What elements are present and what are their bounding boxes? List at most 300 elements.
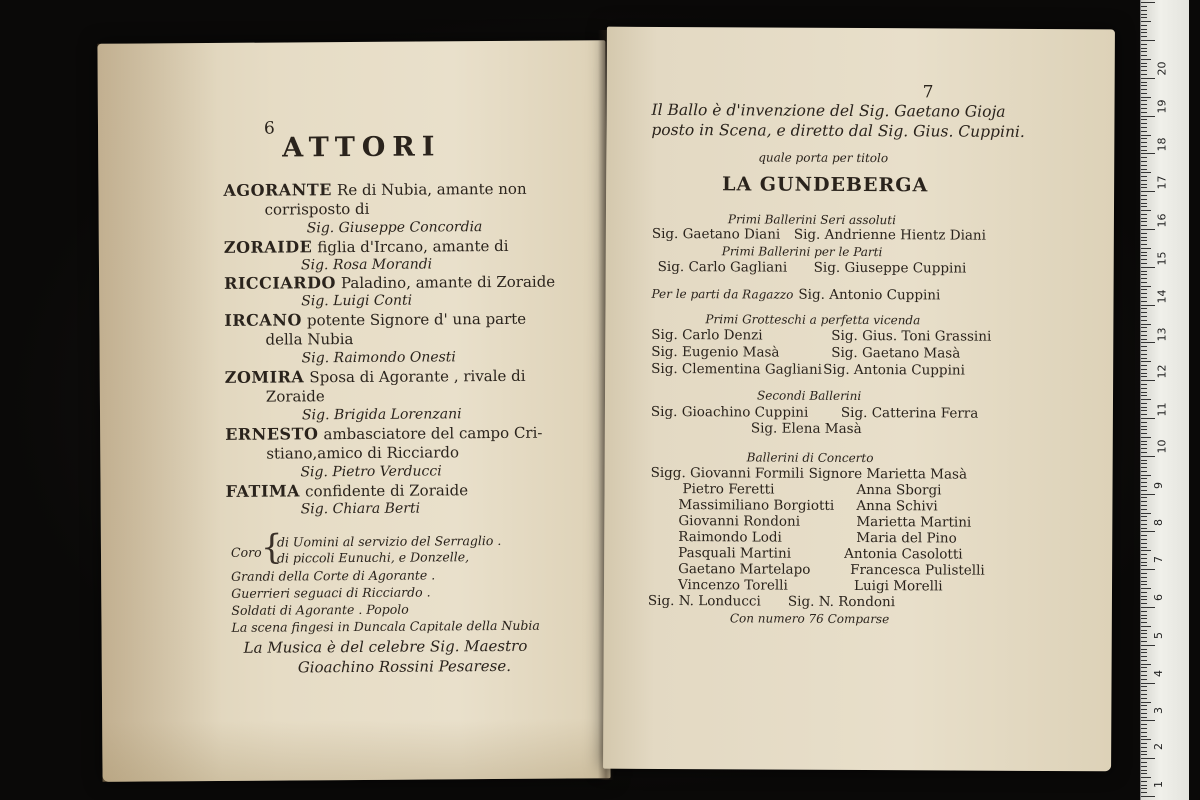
intro-line: Il Ballo è d'invenzione del Sig. Gaetano Gioja [651, 100, 1006, 121]
ruler-tick [1141, 478, 1147, 479]
ruler-tick [1141, 554, 1147, 555]
ruler-tick [1141, 444, 1147, 445]
ruler-tick [1141, 6, 1147, 7]
ruler-tick [1141, 667, 1147, 668]
ruler-tick [1141, 758, 1155, 759]
ruler-tick [1141, 161, 1147, 162]
section-label: Secondi Ballerini [756, 388, 862, 404]
ruler-tick [1141, 308, 1147, 309]
ruler-tick [1141, 320, 1147, 321]
ruler-label: 9 [1152, 482, 1165, 489]
dancer-name: Gaetano Martelapo [678, 561, 811, 578]
right-page [603, 27, 1115, 772]
ruler-tick [1141, 369, 1147, 370]
ruler-tick [1141, 679, 1147, 680]
ruler-tick [1141, 36, 1147, 37]
ruler-tick [1141, 770, 1147, 771]
ruler-tick [1141, 376, 1147, 377]
ruler-tick [1141, 724, 1147, 725]
ruler-tick [1141, 327, 1147, 328]
cast-name: Sig. Raimondo Onesti [301, 349, 456, 367]
ruler-tick [1141, 720, 1155, 721]
ruler-tick [1141, 150, 1147, 151]
ruler-tick [1141, 59, 1151, 60]
ruler-tick [1141, 169, 1147, 170]
ruler-tick [1141, 505, 1147, 506]
ruler-tick [1141, 180, 1147, 181]
ruler-tick [1141, 293, 1147, 294]
ruler-tick [1141, 203, 1147, 204]
ruler-label: 10 [1155, 439, 1169, 454]
ruler-tick [1141, 358, 1147, 359]
ruler-tick [1141, 388, 1147, 389]
ruler-tick [1141, 660, 1147, 661]
coro-label: Coro [230, 544, 262, 560]
ruler-tick [1141, 702, 1151, 703]
ruler-tick [1141, 324, 1151, 325]
ruler-tick [1141, 100, 1147, 101]
role-entry [226, 482, 469, 500]
dancer-name: Luigi Morelli [853, 577, 943, 595]
role-name: IRCANO [224, 310, 302, 330]
ruler-tick [1141, 282, 1147, 283]
ruler-tick [1141, 301, 1147, 302]
ruler-tick [1141, 452, 1147, 453]
ruler-tick [1141, 675, 1147, 676]
ruler-label: 3 [1152, 707, 1165, 714]
ruler-tick [1141, 361, 1151, 362]
ruler-tick [1141, 460, 1147, 461]
ruler-tick [1141, 248, 1151, 249]
ruler-tick [1141, 482, 1147, 483]
ruler-tick [1141, 686, 1147, 687]
ruler-label: 1 [1152, 781, 1165, 788]
left-page [97, 40, 610, 782]
section-label: Per le parti da Ragazzo [651, 286, 794, 302]
ruler-tick [1141, 66, 1147, 67]
ruler-label: 19 [1155, 99, 1169, 114]
ruler-tick [1141, 422, 1147, 423]
extras-line: Soldati di Agorante . Popolo [231, 601, 409, 618]
ruler-tick [1141, 82, 1147, 83]
dancer-name: Sig. Gaetano Masà [831, 344, 961, 362]
intro-line: posto in Scena, e diretto dal Sig. Gius. Cuppini. [651, 120, 1025, 141]
ruler-tick [1141, 289, 1147, 290]
ruler-tick [1141, 119, 1147, 120]
coro-line: di Uomini al servizio del Serraglio . [276, 532, 502, 550]
ruler-tick [1141, 346, 1147, 347]
ruler-tick [1141, 618, 1147, 619]
ruler-tick [1141, 516, 1147, 517]
ruler-tick [1141, 739, 1151, 740]
dancer-name: Maria del Pino [856, 529, 957, 547]
ruler-tick [1141, 271, 1147, 272]
ruler-tick [1141, 184, 1147, 185]
cast-name: Sig. Chiara Berti [300, 500, 421, 518]
ruler-tick [1141, 509, 1147, 510]
ruler-tick [1141, 342, 1155, 343]
ruler-tick [1141, 392, 1147, 393]
dancer-name: Sig. Gaetano Diani [651, 225, 781, 243]
section-label: Ballerini di Concerto [746, 450, 874, 466]
ruler-tick [1141, 176, 1147, 177]
ruler-tick [1141, 127, 1147, 128]
ruler-tick [1141, 312, 1147, 313]
dancer-name: Sig. Clementina Gagliani [651, 360, 823, 378]
ruler-label: 12 [1155, 364, 1169, 379]
role-description-cont: stiano,amico di Ricciardo [266, 443, 460, 463]
measuring-ruler [1140, 0, 1189, 800]
ruler-tick [1141, 195, 1147, 196]
ruler-tick [1141, 63, 1147, 64]
ruler-tick [1141, 705, 1147, 706]
role-description: figlia d'Ircano, amante di [317, 236, 509, 257]
ruler-tick [1141, 785, 1147, 786]
dancer-name: Sig. Antonio Cuppini [798, 286, 941, 304]
dancer-name: Sig. Gioachino Cuppini [650, 403, 809, 421]
ruler-tick [1141, 467, 1147, 468]
ruler-tick [1141, 206, 1147, 207]
role-name: AGORANTE [223, 180, 332, 200]
role-name: RICCIARDO [224, 273, 336, 293]
role-description: potente Signore d' una parte [306, 309, 527, 330]
ruler-tick [1141, 698, 1147, 699]
ruler-tick [1141, 172, 1151, 173]
ruler-tick [1141, 131, 1147, 132]
ruler-tick [1141, 626, 1151, 627]
role-description: confidente di Zoraide [305, 481, 469, 501]
dancer-name: Sig. Antonia Cuppini [823, 361, 965, 379]
ruler-tick [1141, 773, 1147, 774]
ruler-tick [1141, 240, 1147, 241]
ruler-tick [1141, 297, 1147, 298]
ruler-tick [1141, 486, 1147, 487]
ruler-tick [1141, 373, 1147, 374]
paper-stain-bottom [102, 718, 610, 782]
ruler-tick [1141, 187, 1147, 188]
ruler-tick [1141, 569, 1155, 570]
role-description-cont: Zoraide [265, 387, 325, 406]
dancer-name: Massimiliano Borgiotti [678, 497, 835, 514]
dancer-name: Sig. Carlo Gagliani [657, 258, 788, 276]
ruler-label: 6 [1152, 594, 1165, 601]
ruler-tick [1141, 558, 1147, 559]
ruler-tick [1141, 490, 1147, 491]
ruler-tick [1141, 157, 1147, 158]
ruler-tick [1141, 528, 1147, 529]
role-description: ambasciatore del campo Cri- [323, 423, 543, 444]
ruler-tick [1141, 732, 1147, 733]
ruler-tick [1141, 694, 1147, 695]
ruler-tick [1141, 792, 1147, 793]
ruler-tick [1141, 717, 1147, 718]
scene-line: La scena fingesi in Duncala Capitale della Nubia [231, 617, 540, 635]
dancer-name: Pasquali Martini [678, 545, 792, 562]
music-line: La Musica è del celebre Sig. Maestro [243, 636, 528, 657]
ruler-tick [1141, 437, 1151, 438]
ruler-tick [1141, 384, 1147, 385]
ruler-tick [1141, 380, 1155, 381]
ruler-tick [1141, 237, 1147, 238]
ruler-tick [1141, 751, 1147, 752]
dancer-name: Sigg. Giovanni Formili [650, 464, 804, 482]
comparse-line: Con numero 76 Comparse [729, 611, 890, 627]
ruler-tick [1141, 777, 1151, 778]
dancer-name: Marietta Martini [856, 513, 972, 531]
composer-line: Gioachino Rossini Pesarese. [297, 656, 512, 677]
dancer-name: Signore Marietta Masà [808, 465, 968, 483]
ruler-tick [1141, 286, 1151, 287]
ruler-tick [1141, 543, 1147, 544]
ruler-tick [1141, 339, 1147, 340]
ruler-tick [1141, 728, 1147, 729]
ruler-tick [1141, 142, 1147, 143]
role-entry [225, 368, 526, 386]
ruler-tick [1141, 44, 1147, 45]
role-name: ZORAIDE [223, 237, 313, 257]
ruler-tick [1141, 418, 1155, 419]
dancer-name: Sig. Giuseppe Cuppini [813, 259, 967, 277]
dancer-name: Sig. Elena Masà [750, 420, 862, 438]
page-number: 7 [922, 82, 934, 103]
ruler-tick [1141, 736, 1147, 737]
ruler-tick [1141, 547, 1147, 548]
ruler-tick [1141, 210, 1151, 211]
ruler-tick [1141, 255, 1147, 256]
ruler-tick [1141, 135, 1151, 136]
role-description: Sposa di Agorante , rivale di [309, 366, 526, 387]
ruler-label: 8 [1152, 519, 1165, 526]
ruler-tick [1141, 539, 1147, 540]
ruler-tick [1141, 781, 1147, 782]
ruler-tick [1141, 577, 1147, 578]
ruler-tick [1141, 649, 1147, 650]
ruler-tick [1141, 399, 1151, 400]
ruler-label: 15 [1155, 251, 1169, 266]
role-description-cont: corrisposto di [264, 199, 370, 219]
ruler-tick [1141, 40, 1155, 41]
ruler-tick [1141, 788, 1147, 789]
ruler-tick [1141, 214, 1147, 215]
dancer-name: Antonia Casolotti [844, 545, 963, 563]
ruler-tick [1141, 10, 1147, 11]
dancer-name: Sig. N. Rondoni [787, 593, 896, 611]
ruler-tick [1141, 671, 1147, 672]
dancer-name: Anna Schivi [856, 497, 938, 515]
ruler-tick [1141, 630, 1147, 631]
subtitle: quale porta per titolo [758, 150, 889, 166]
ruler-label: 17 [1155, 175, 1169, 190]
ruler-tick [1141, 637, 1147, 638]
ruler-tick [1141, 93, 1147, 94]
page-number: 6 [263, 118, 275, 139]
ruler-label: 7 [1152, 556, 1165, 563]
ruler-tick [1141, 456, 1155, 457]
ruler-tick [1141, 656, 1147, 657]
ruler-tick [1141, 112, 1147, 113]
ruler-label: 14 [1155, 289, 1169, 304]
ruler-tick [1141, 743, 1147, 744]
cast-name: Sig. Luigi Conti [301, 292, 413, 310]
ruler-tick [1141, 652, 1147, 653]
ruler-tick [1141, 395, 1147, 396]
ruler-tick [1141, 429, 1147, 430]
dancer-name: Giovanni Rondoni [678, 513, 801, 530]
ruler-tick [1141, 218, 1147, 219]
ruler-tick [1141, 414, 1147, 415]
ruler-tick [1141, 221, 1147, 222]
ruler-tick [1141, 305, 1155, 306]
ruler-tick [1141, 17, 1147, 18]
ruler-tick [1141, 263, 1147, 264]
role-description: Re di Nubia, amante non [336, 179, 527, 200]
role-entry [224, 238, 509, 256]
ruler-tick [1141, 51, 1147, 52]
ruler-label: 2 [1152, 743, 1165, 750]
ruler-tick [1141, 410, 1147, 411]
ruler-tick [1141, 29, 1147, 30]
cast-name: Sig. Giuseppe Concordia [306, 219, 483, 237]
section-label: Primi Grotteschi a perfetta vicenda [705, 312, 921, 328]
ragazzo-line [652, 285, 941, 303]
ruler-tick [1141, 78, 1155, 79]
ruler-tick [1141, 274, 1147, 275]
ruler-tick [1141, 407, 1147, 408]
role-description: Paladino, amante di Zoraide [340, 272, 556, 293]
ruler-tick [1141, 138, 1147, 139]
ruler-tick [1141, 191, 1155, 192]
ruler-tick [1141, 441, 1147, 442]
ruler-tick [1141, 497, 1147, 498]
ruler-tick [1141, 85, 1147, 86]
ruler-tick [1141, 641, 1147, 642]
ruler-tick [1141, 683, 1155, 684]
ruler-tick [1141, 32, 1147, 33]
ruler-tick [1141, 766, 1147, 767]
ruler-tick [1141, 267, 1155, 268]
ruler-tick [1141, 520, 1147, 521]
extras-line: Guerrieri seguaci di Ricciardo . [231, 584, 431, 601]
ruler-tick [1141, 494, 1155, 495]
ballet-title: LA GUNDEBERGA [722, 173, 929, 197]
ruler-tick [1141, 588, 1151, 589]
ruler-tick [1141, 664, 1151, 665]
dancer-name: Sig. Carlo Denzi [651, 326, 763, 344]
cast-name: Sig. Rosa Morandi [300, 256, 433, 274]
dancer-name: Pietro Feretti [682, 481, 775, 498]
ruler-tick [1141, 146, 1147, 147]
ruler-tick [1141, 524, 1147, 525]
dancer-name: Sig. Andrienne Hientz Diani [793, 226, 987, 244]
ruler-tick [1141, 335, 1147, 336]
ruler-tick [1141, 633, 1147, 634]
paper-stain [97, 43, 222, 782]
ruler-tick [1141, 25, 1147, 26]
ruler-tick [1141, 592, 1147, 593]
ruler-tick [1141, 550, 1151, 551]
ruler-tick [1141, 244, 1147, 245]
section-label: Primi Ballerini per le Parti [721, 244, 883, 260]
ruler-tick [1141, 581, 1147, 582]
ruler-tick [1141, 611, 1147, 612]
ruler-tick [1141, 225, 1147, 226]
extras-line: Grandi della Corte di Agorante . [231, 567, 436, 584]
ruler-tick [1141, 573, 1147, 574]
ruler-label: 18 [1155, 137, 1169, 152]
ruler-tick [1141, 252, 1147, 253]
ruler-tick [1141, 70, 1147, 71]
ruler-tick [1141, 471, 1147, 472]
ruler-tick [1141, 603, 1147, 604]
ruler-tick [1141, 116, 1155, 117]
role-entry [224, 274, 555, 292]
ruler-tick [1141, 754, 1147, 755]
ruler-tick [1141, 233, 1147, 234]
ruler-label: 13 [1155, 327, 1169, 342]
ruler-label: 5 [1152, 632, 1165, 639]
role-entry [224, 311, 526, 329]
ruler-tick [1141, 426, 1147, 427]
ruler-label: 16 [1155, 213, 1169, 228]
ruler-tick [1141, 104, 1147, 105]
role-name: FATIMA [225, 481, 301, 501]
ruler-tick [1141, 448, 1147, 449]
role-description-cont: della Nubia [265, 330, 354, 349]
role-entry [225, 425, 542, 443]
dancer-name: Francesca Pulistelli [850, 561, 985, 579]
ruler-tick [1141, 21, 1151, 22]
ruler-tick [1141, 403, 1147, 404]
ruler-tick [1141, 199, 1147, 200]
ruler-tick [1141, 433, 1147, 434]
dancer-name: Sig. N. Londucci [647, 592, 761, 610]
ruler-tick [1141, 2, 1155, 3]
ruler-tick [1141, 89, 1147, 90]
ruler-tick [1141, 622, 1147, 623]
ruler-tick [1141, 475, 1151, 476]
ruler-tick [1141, 565, 1147, 566]
ruler-tick [1141, 48, 1147, 49]
dancer-name: Raimondo Lodi [678, 529, 782, 546]
role-entry [223, 181, 526, 199]
ruler-tick [1141, 463, 1147, 464]
role-name: ZOMIRA [224, 367, 305, 387]
page-heading: ATTORI [282, 131, 442, 164]
ruler-tick [1141, 331, 1147, 332]
cast-name: Sig. Pietro Verducci [300, 463, 442, 481]
ruler-tick [1141, 97, 1151, 98]
ruler-label: 20 [1155, 61, 1169, 76]
ruler-tick [1141, 108, 1147, 109]
ruler-tick [1141, 350, 1147, 351]
ruler-tick [1141, 709, 1147, 710]
ruler-tick [1141, 316, 1147, 317]
dancer-name: Anna Sborgi [856, 481, 942, 499]
dancer-name: Vincenzo Torelli [677, 577, 788, 594]
ruler-tick [1141, 278, 1147, 279]
ruler-tick [1141, 354, 1147, 355]
ruler-tick [1141, 229, 1155, 230]
ruler-tick [1141, 690, 1147, 691]
dancer-name: Sig. Eugenio Masà [651, 343, 780, 361]
ruler-tick [1141, 535, 1147, 536]
ruler-tick [1141, 747, 1147, 748]
dancer-name: Sig. Catterina Ferra [840, 404, 979, 422]
ruler-tick [1141, 501, 1147, 502]
ruler-label: 11 [1155, 402, 1169, 417]
ruler-tick [1141, 713, 1147, 714]
ruler-tick [1141, 584, 1147, 585]
